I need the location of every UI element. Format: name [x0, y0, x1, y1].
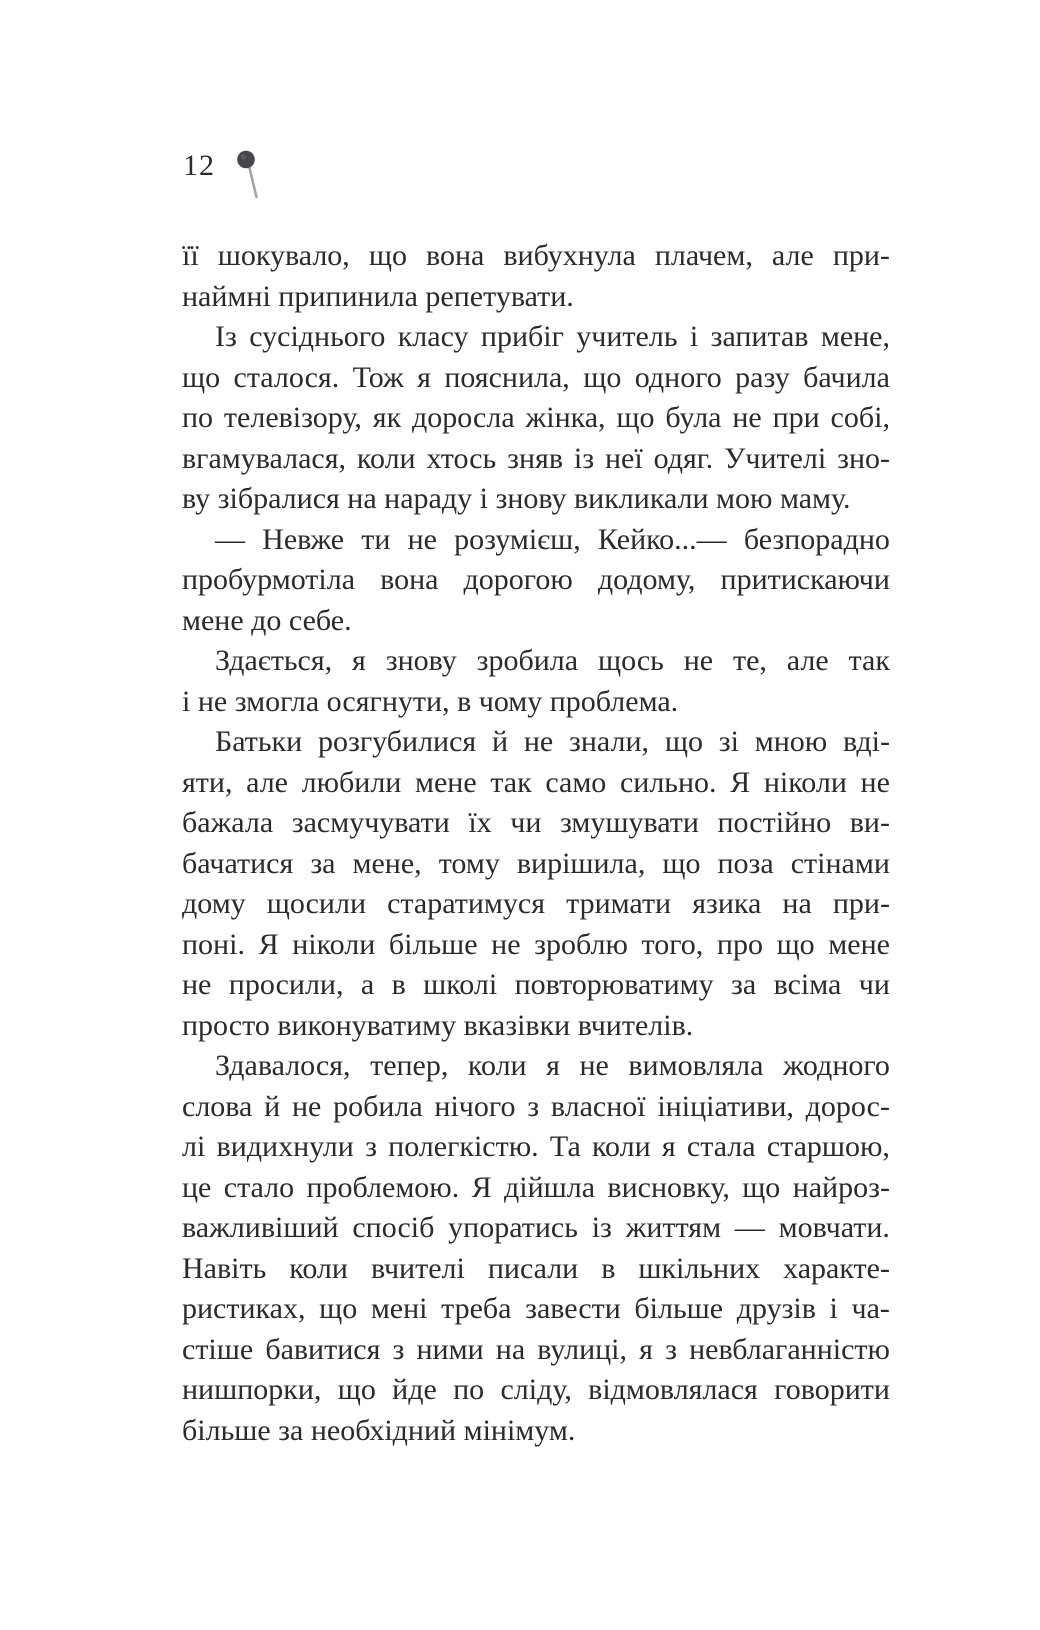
- word: й: [264, 1089, 281, 1123]
- word: писали: [487, 1251, 579, 1285]
- word: Із: [215, 320, 237, 353]
- word: відмовлялася: [588, 1373, 758, 1406]
- word: бачила: [803, 360, 890, 394]
- word: нічого: [434, 1089, 516, 1123]
- word: не: [407, 522, 437, 556]
- word: плачем,: [654, 239, 753, 272]
- word: більше: [634, 1292, 724, 1325]
- text-line: наймні припинила репетувати.: [182, 279, 574, 313]
- text-line: [182, 763, 890, 804]
- word: так: [848, 644, 890, 677]
- word: не: [182, 968, 212, 1001]
- paragraph: [182, 317, 890, 520]
- word: не: [860, 765, 890, 799]
- word: яти,: [182, 765, 233, 799]
- text-line: і не змогла осягнути, в чому проблема.: [182, 684, 679, 718]
- word: шкільних: [638, 1251, 761, 1285]
- word: по: [182, 401, 214, 434]
- word: мене,: [820, 320, 890, 353]
- text-line: [182, 925, 890, 966]
- text-line: [182, 398, 890, 439]
- word: доросла: [412, 401, 515, 434]
- text-line: більше за необхідний мінімум.: [182, 1413, 576, 1447]
- word: а: [360, 968, 375, 1001]
- word: я: [639, 1332, 653, 1366]
- text-line: [182, 1046, 890, 1087]
- word: ніколи: [292, 927, 376, 961]
- text-line: [182, 1208, 890, 1249]
- word: упоратись: [448, 1211, 578, 1244]
- word: поні.: [182, 927, 245, 961]
- word: запитав: [710, 320, 809, 353]
- word: одяг.: [653, 441, 714, 475]
- word: сусіднього: [249, 320, 386, 353]
- word: притискаючи: [720, 563, 890, 596]
- word: нишпорки,: [182, 1373, 322, 1406]
- pin-icon: [235, 150, 265, 202]
- word: того,: [641, 927, 704, 961]
- word: ви-: [849, 806, 890, 839]
- word: завести: [525, 1292, 621, 1325]
- word: знали,: [569, 725, 650, 758]
- word: ти: [361, 522, 391, 556]
- text-line: [182, 520, 890, 561]
- word: вчителі: [370, 1251, 465, 1285]
- word: але: [246, 765, 288, 799]
- paragraph: [182, 520, 890, 642]
- word: Кейко...—: [597, 522, 727, 556]
- word: постійно: [717, 806, 832, 839]
- word: любили: [301, 765, 402, 799]
- word: і: [829, 1292, 838, 1325]
- word: зроблю: [534, 927, 628, 961]
- word: з: [392, 1332, 405, 1366]
- text-line: [182, 1249, 890, 1290]
- word: Здавалося,: [215, 1049, 351, 1082]
- word: що: [776, 927, 815, 961]
- word: при: [772, 401, 820, 434]
- word: ініціативи,: [657, 1089, 794, 1123]
- text-line: [182, 803, 890, 844]
- text-line: [182, 1330, 890, 1371]
- word: —: [734, 1211, 765, 1244]
- word: не: [291, 1089, 322, 1123]
- word: видихнули: [216, 1130, 354, 1163]
- word: мене: [828, 927, 890, 961]
- text-line: [182, 439, 890, 480]
- word: ніколи: [763, 765, 847, 799]
- text-line: [182, 1087, 890, 1128]
- word: й: [492, 725, 509, 758]
- word: і: [689, 320, 699, 353]
- word: учитель: [576, 320, 678, 353]
- word: додому,: [597, 563, 696, 596]
- word: мовчати.: [778, 1211, 890, 1244]
- text-line: мене до себе.: [182, 603, 352, 637]
- word: як: [372, 401, 402, 434]
- word: я: [352, 644, 366, 677]
- word: стало: [223, 1170, 295, 1204]
- word: спосіб: [352, 1211, 435, 1244]
- word: чи: [858, 968, 890, 1001]
- word: сильно.: [619, 765, 717, 799]
- word: сліду,: [500, 1373, 572, 1406]
- word: лі: [182, 1130, 206, 1163]
- text-line: [182, 884, 890, 925]
- word: із: [591, 1211, 612, 1244]
- text-line: [182, 1289, 890, 1330]
- word: тримати: [566, 887, 672, 920]
- text-line: [182, 722, 890, 763]
- word: з: [365, 1130, 377, 1163]
- word: школі: [423, 968, 498, 1001]
- word: за: [310, 846, 336, 880]
- word: що: [664, 725, 703, 758]
- text-line: [182, 1168, 890, 1209]
- word: я: [546, 1049, 560, 1082]
- word: мене,: [352, 846, 422, 880]
- word: тому: [438, 846, 500, 880]
- word: стіше: [182, 1332, 254, 1366]
- word: не: [579, 1049, 609, 1082]
- word: Навіть: [182, 1251, 267, 1285]
- word: Невже: [262, 522, 345, 556]
- paragraph: [182, 641, 890, 722]
- word: їх: [468, 806, 492, 839]
- word: що: [337, 1373, 376, 1406]
- word: мені: [370, 1292, 428, 1325]
- word: була: [665, 401, 722, 434]
- word: я: [417, 360, 431, 394]
- word: розгубилися: [317, 725, 477, 758]
- word: робила: [333, 1089, 423, 1123]
- word: власної: [550, 1089, 646, 1123]
- text-line: [182, 965, 890, 1006]
- word: сталося.: [233, 360, 340, 394]
- word: на: [495, 1332, 526, 1366]
- word: шокувало,: [217, 239, 350, 272]
- word: проблемою.: [306, 1170, 460, 1204]
- text-line: просто виконуватиму вказівки вчителів.: [182, 1008, 694, 1042]
- word: пробурмотіла: [182, 563, 356, 596]
- word: зробила: [476, 644, 579, 677]
- word: що: [182, 360, 221, 394]
- word: бажала: [182, 806, 274, 839]
- word: слова: [182, 1089, 253, 1123]
- word: йде: [392, 1373, 437, 1406]
- word: чи: [510, 806, 542, 839]
- word: жодного: [782, 1049, 890, 1082]
- word: ристиках,: [182, 1292, 306, 1325]
- word: вді-: [842, 725, 890, 758]
- word: телевізору,: [223, 401, 362, 434]
- word: дому: [182, 887, 246, 920]
- word: щосили: [266, 887, 367, 920]
- word: при-: [832, 887, 890, 920]
- word: з: [665, 1332, 677, 1366]
- text-line: [182, 236, 890, 277]
- word: друзів: [736, 1292, 816, 1325]
- paragraph: [182, 236, 890, 317]
- word: на: [782, 887, 812, 920]
- word: всіма: [773, 968, 842, 1001]
- word: вона: [426, 239, 485, 272]
- word: поза: [717, 846, 774, 880]
- word: що: [319, 1292, 358, 1325]
- word: але: [771, 239, 814, 272]
- word: треба: [441, 1292, 512, 1325]
- word: не: [523, 725, 554, 758]
- word: Батьки: [215, 725, 303, 758]
- word: неї: [604, 441, 643, 475]
- word: повторюватиму: [514, 968, 714, 1001]
- text-line: [182, 358, 890, 399]
- word: Здається,: [215, 644, 333, 677]
- word: найроз-: [792, 1170, 890, 1204]
- word: важливіший: [182, 1211, 339, 1244]
- word: Я: [258, 927, 279, 961]
- word: не: [683, 644, 714, 677]
- word: за: [731, 968, 757, 1001]
- word: коли: [591, 1130, 651, 1163]
- word: вулиці,: [537, 1332, 628, 1366]
- word: бавитися: [265, 1332, 381, 1366]
- word: стінами: [790, 846, 890, 880]
- word: ча-: [851, 1292, 890, 1325]
- text-line: [182, 641, 890, 682]
- word: мною: [754, 725, 828, 758]
- word: бачатися: [182, 846, 294, 880]
- word: з: [527, 1089, 540, 1123]
- word: вгамувалася,: [182, 441, 347, 475]
- word: висновку,: [607, 1170, 730, 1204]
- word: про: [716, 927, 763, 961]
- word: її: [182, 239, 199, 272]
- text-line: [182, 317, 890, 358]
- word: характе-: [783, 1251, 890, 1285]
- text-line: [182, 1370, 890, 1411]
- word: дорогою: [463, 563, 573, 596]
- word: прибіг: [480, 320, 564, 353]
- word: тепер,: [370, 1049, 449, 1082]
- word: засмучувати: [291, 806, 450, 839]
- word: Я: [730, 765, 751, 799]
- word: разу: [735, 360, 790, 394]
- word: так: [490, 765, 532, 799]
- word: пояснила,: [444, 360, 570, 394]
- page-number: 12: [183, 149, 215, 182]
- word: дійшла: [504, 1170, 596, 1204]
- word: що: [616, 401, 655, 434]
- word: щось: [597, 644, 664, 677]
- word: полегкістю.: [388, 1130, 539, 1163]
- word: мене: [415, 765, 477, 799]
- word: розумієш,: [454, 522, 581, 556]
- word: язика: [692, 887, 762, 920]
- word: —: [215, 522, 245, 556]
- word: коли: [356, 441, 416, 475]
- word: Учителі: [724, 441, 827, 475]
- word: безпорадно: [743, 522, 890, 556]
- word: це: [182, 1170, 212, 1204]
- word: що: [742, 1170, 781, 1204]
- word: коли: [467, 1049, 527, 1082]
- text-block: [182, 236, 890, 1451]
- word: дорос-: [805, 1089, 890, 1123]
- word: вона: [380, 563, 439, 596]
- word: життям: [625, 1211, 722, 1244]
- word: коли: [289, 1251, 348, 1285]
- word: Тож: [352, 360, 404, 394]
- word: хтось: [426, 441, 497, 475]
- word: ними: [416, 1332, 484, 1366]
- word: але: [786, 644, 829, 677]
- word: стала: [686, 1130, 756, 1163]
- text-line: [182, 1127, 890, 1168]
- word: що: [368, 239, 407, 272]
- word: вимовляла: [628, 1049, 764, 1082]
- word: Та: [549, 1130, 581, 1163]
- paragraph: [182, 722, 890, 1046]
- word: я: [661, 1130, 676, 1163]
- word: що: [583, 360, 622, 394]
- word: вибухнула: [503, 239, 636, 272]
- word: старатимуся: [387, 887, 546, 920]
- text-line: [182, 560, 890, 601]
- word: зі: [718, 725, 739, 758]
- word: жінка,: [525, 401, 606, 434]
- word: говорити: [774, 1373, 890, 1406]
- word: в: [391, 968, 406, 1001]
- word: само: [545, 765, 607, 799]
- word: по: [453, 1373, 485, 1406]
- word: із: [573, 441, 595, 475]
- text-line: [182, 844, 890, 885]
- word: при-: [832, 239, 890, 272]
- word: те,: [732, 644, 767, 677]
- word: собі,: [830, 401, 890, 434]
- word: не: [732, 401, 762, 434]
- word: змушувати: [559, 806, 699, 839]
- word: одного: [634, 360, 722, 394]
- word: що: [662, 846, 701, 880]
- paragraph: [182, 1046, 890, 1451]
- word: старшою,: [766, 1130, 890, 1163]
- word: вирішила,: [516, 846, 646, 880]
- page-header: [183, 148, 265, 188]
- text-line: ву зібралися на нараду і знову викликали мою маму.: [182, 482, 851, 515]
- word: не: [491, 927, 521, 961]
- word: знову: [385, 644, 457, 677]
- word: більше: [388, 927, 478, 961]
- word: зно-: [837, 441, 890, 475]
- word: в: [601, 1251, 616, 1285]
- word: Я: [471, 1170, 492, 1204]
- word: просили,: [228, 968, 344, 1001]
- word: зняв: [507, 441, 563, 475]
- word: класу: [397, 320, 469, 353]
- word: невблаганністю: [689, 1332, 890, 1366]
